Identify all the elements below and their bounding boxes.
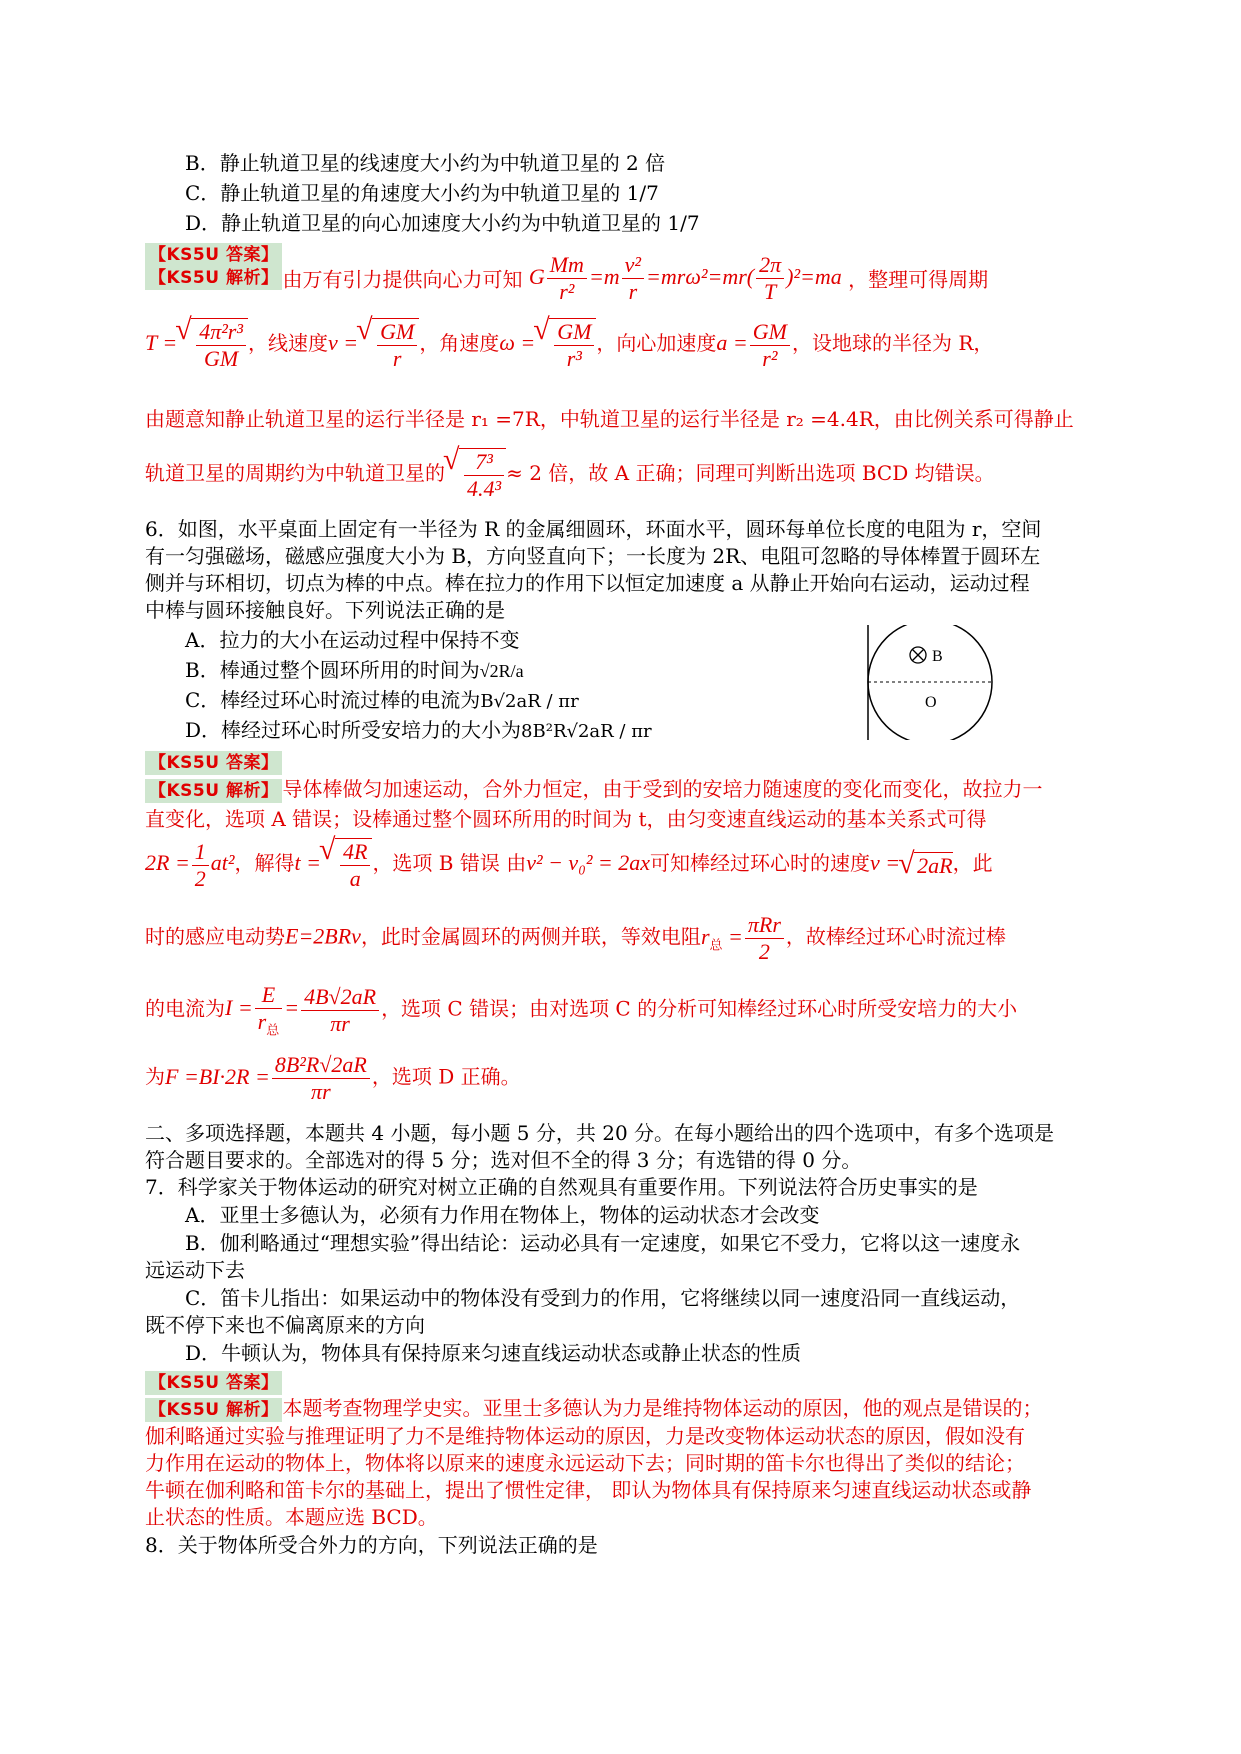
q5-option-b: B．静止轨道卫星的线速度大小约为中轨道卫星的 2 倍 — [185, 151, 666, 175]
q7-option-c: C．笛卡儿指出：如果运动中的物体没有受到力的作用，它将继续以同一速度沿同一直线运动， — [185, 1286, 1021, 1310]
q6-stem-2: 有一匀强磁场，磁感应强度大小为 B，方向竖直向下；一长度为 2R、电阻可忽略的导体棒置于圆环左 — [145, 544, 1041, 568]
q7-answer-tag: 【KS5U 答案】 — [145, 1368, 282, 1395]
q7-option-c-cont: 既不停下来也不偏离原来的方向 — [145, 1313, 425, 1337]
q5-analysis-line-3: 由题意知静止轨道卫星的运行半径是 r₁ =7R，中轨道卫星的运行半径是 r₂ =4.4R，由比例关系可得静止 — [145, 407, 1074, 431]
q6-analysis-line-3: 2R = $\frac{1}{2}$ at²，解得t = √ $\frac{4R}{a}$ ，选项 B 错误 由v² − v₀² = 2ax可知棒经过环心时的速度v =√ 2aR，此 — [145, 838, 993, 902]
q6-analysis-line-4: 时的感应电动势E=2BRv，此时金属圆环的两侧并联，等效电阻$r_总$ = $\frac{\text{πRr}}{2}$ ，故棒经过环心时流过棒 — [145, 912, 1006, 964]
q6-analysis-line-6: 为F =BI·2R = $\frac{\text{8B²R√2aR}}{\pi r}$ ，选项 D 正确。 — [145, 1052, 521, 1104]
q6-analysis-line-2: 直变化，选项 A 错误；设棒通过整个圆环所用的时间为 t，由匀变速直线运动的基本关系式可得 — [145, 807, 987, 831]
q7-analysis-line-3: 力作用在运动的物体上，物体将以原来的速度永远运动下去；同时期的笛卡尔也得出了类似的结论； — [145, 1451, 1025, 1475]
q7-option-b-cont: 远运动下去 — [145, 1258, 245, 1282]
q7-stem: 7．科学家关于物体运动的研究对树立正确的自然观具有重要作用。下列说法符合历史事实的是 — [145, 1175, 978, 1199]
q6-answer-tag: 【KS5U 答案】 — [145, 748, 282, 775]
q5-analysis-line-4: 轨道卫星的周期约为中轨道卫星的 √ $\frac{\text{7³}}{\text{4.4³}}$ ≈ 2 倍，故 A 正确；同理可判断出选项 BCD 均错误。 — [145, 448, 995, 512]
q5-analysis-line-1: 【KS5U 解析】 由万有引力提供向心力可知 G $\frac{Mm}{\text{r²}}$ =m $\frac{\text{v²}}{r}$ =mrω²=mr( $\frac{2\pi}{T}$ )²=ma ，整理可得周期 — [145, 252, 988, 312]
q6-stem-4: 中棒与圆环接触良好。下列说法正确的是 — [145, 598, 505, 622]
q6-analysis-line-5: 的电流为I = $\frac{E}{r_总}$ = $\frac{4B√2aR}{\pi r}$ ，选项 C 错误；由对选项 C 的分析可知棒经过环心时所受安培力的大小 — [145, 982, 1018, 1038]
q7-analysis-line-5: 止状态的性质。本题应选 BCD。 — [145, 1505, 438, 1529]
q7-option-b: B．伽利略通过“理想实验”得出结论：运动必具有一定速度，如果它不受力，它将以这一速度永 — [185, 1231, 1021, 1255]
q7-analysis-line-4: 牛顿在伽利略和笛卡尔的基础上，提出了惯性定律， 即认为物体具有保持原来匀速直线运动状态或静 — [145, 1478, 1032, 1502]
q6-option-c: C．棒经过环心时流过棒的电流为B√2aR / πr — [185, 688, 579, 712]
field-label: B — [932, 648, 943, 665]
q8-stem: 8．关于物体所受合外力的方向，下列说法正确的是 — [145, 1533, 598, 1557]
q7-option-a: A．亚里士多德认为，必须有力作用在物体上，物体的运动状态才会改变 — [185, 1203, 820, 1227]
center-label: O — [925, 694, 937, 711]
q7-analysis-line-2: 伽利略通过实验与推理证明了力不是维持物体运动的原因，力是改变物体运动状态的原因，假如没有 — [145, 1424, 1025, 1448]
q6-stem-1: 6．如图，水平桌面上固定有一半径为 R 的金属细圆环，环面水平，圆环每单位长度的电阻为 r，空间 — [145, 517, 1042, 541]
q7-analysis-line-1: 【KS5U 解析】 本题考查物理学史实。亚里士多德认为力是维持物体运动的原因，他的观点是错误的； — [145, 1395, 1042, 1422]
section2-intro-1: 二、多项选择题，本题共 4 小题，每小题 5 分，共 20 分。在每小题给出的四个选项中，有多个选项是 — [145, 1121, 1055, 1145]
q6-option-a: A．拉力的大小在运动过程中保持不变 — [185, 628, 520, 652]
q5-analysis-line-2: T = √ $\frac{\text{4π²r³}}{GM}$ ，线速度v = √ $\frac{GM}{r}$ ，角速度ω = √ $\frac{GM}{\text{r³}}$ ，向心加速度a = $\frac{GM}{\text{r²}}$ ，设地球的半径为 R， — [145, 318, 993, 382]
q6-figure — [860, 625, 1110, 740]
q6-analysis-line-1: 【KS5U 解析】 导体棒做匀加速运动，合外力恒定，由于受到的安培力随速度的变化而变化，故拉力一 — [145, 776, 1042, 803]
q7-option-d: D．牛顿认为，物体具有保持原来匀速直线运动状态或静止状态的性质 — [185, 1341, 802, 1365]
q5-answer-tag: 【KS5U 答案】 — [145, 240, 282, 267]
q5-formula-gravity: G $\frac{Mm}{\text{r²}}$ =m $\frac{\text{v²}}{r}$ =mrω²=mr( $\frac{2\pi}{T}$ )²=ma — [528, 252, 842, 304]
section2-intro-2: 符合题目要求的。全部选对的得 5 分；选对但不全的得 3 分；有选错的得 0 分。 — [145, 1148, 862, 1172]
q6-option-b: B．棒通过整个圆环所用的时间为√2R/a — [185, 658, 524, 682]
q6-stem-3: 侧并与环相切，切点为棒的中点。棒在拉力的作用下以恒定加速度 a 从静止开始向右运动，运动过程 — [145, 571, 1030, 595]
q6-option-d: D．棒经过环心时所受安培力的大小为8B²R√2aR / πr — [185, 718, 652, 742]
q5-option-d: D．静止轨道卫星的向心加速度大小约为中轨道卫星的 1/7 — [185, 211, 700, 235]
q5-option-c: C．静止轨道卫星的角速度大小约为中轨道卫星的 1/7 — [185, 181, 659, 205]
